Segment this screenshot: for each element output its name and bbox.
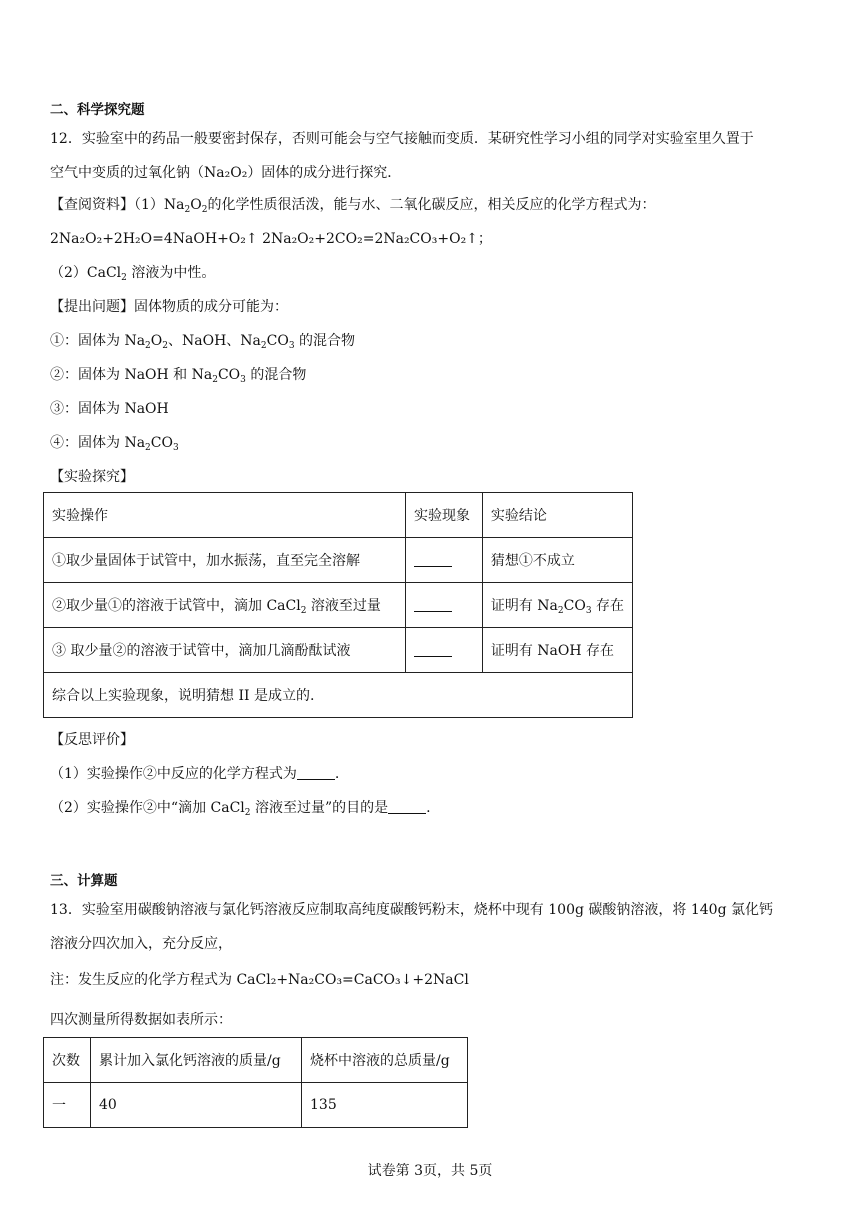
reflect1-end: . [334, 766, 340, 782]
reflect2-a: （2）实验操作②中“滴加 CaCl [50, 800, 245, 816]
data-intro: 四次测量所得数据如表所示： [50, 1012, 232, 1028]
table-cell: 40 [91, 1083, 302, 1128]
q12-line2a: 空气中变质的过氧化钠（Na [50, 165, 225, 181]
r2-op-a: ②取少量①的溶液于试管中，滴加 CaCl [52, 598, 301, 614]
table-cell: 证明有 NaOH 存在 [482, 628, 632, 673]
table-cell: ①取少量固体于试管中，加水振荡，直至完全溶解 [44, 538, 406, 583]
question-13-intro [50, 893, 810, 961]
q12-line2b: ）固体的成分进行探究． [247, 165, 402, 181]
equation-line: 2Na₂O₂+2H₂O=4NaOH+O₂↑ 2Na₂O₂+2CO₂=2Na₂CO₃+O₂↑； [50, 231, 492, 247]
answer-blank[interactable] [414, 552, 452, 567]
header-cell: 实验结论 [482, 493, 632, 538]
table-cell [406, 583, 483, 628]
reflect-2: （2）实验操作②中“滴加 CaCl$_2$ 溶液至过量”的目的是 . [50, 800, 431, 818]
answer-blank[interactable] [414, 642, 452, 657]
table-cell: 一 [44, 1083, 91, 1128]
hyp1-a: ①：固体为 Na [50, 333, 146, 349]
hypothesis-2: ②：固体为 NaOH 和 $Na_2CO_3$ 的混合物 [50, 367, 307, 385]
r2-con-b: 存在 [596, 598, 624, 614]
question-12-intro: 12．实验室中的药品一般要密封保存，否则可能会与空气接触而变质．某研究性学习小组的同学对实验室里久置于 空气中变质的过氧化钠（Na₂O₂）固体的成分进行探究． [50, 131, 754, 181]
lookup-b: 的化学性质很活泼，能与水、二氧化碳反应，相关反应的化学方程式为： [207, 197, 656, 213]
q12-line1: 12．实验室中的药品一般要密封保存，否则可能会与空气接触而变质．某研究性学习小组的同学对实验室里久置于 [50, 131, 754, 147]
q13-line2: 溶液分四次加入，充分反应， [50, 936, 232, 952]
table-row [44, 583, 633, 628]
table-row [44, 673, 633, 718]
table-cell [406, 628, 483, 673]
header-cell: 累计加入氯化钙溶液的质量/g [91, 1038, 302, 1083]
section-heading-calculation: 三、计算题 [50, 873, 118, 889]
reaction-note [50, 970, 469, 990]
note-prefix: 注：发生反应的化学方程式为 [50, 972, 237, 988]
explore-heading: 【实验探究】 [50, 469, 134, 485]
answer-blank[interactable] [388, 799, 426, 814]
table-cell: ②取少量①的溶液于试管中，滴加 CaCl$_2$ 溶液至过量 [44, 583, 406, 628]
hyp1-c: 的混合物 [299, 333, 356, 349]
hypothesis-1: ①：固体为 $Na_2O_2$、NaOH、$Na_2CO_3$ 的混合物 [50, 333, 356, 351]
experiment-table [43, 492, 633, 718]
reflect-1 [50, 764, 339, 784]
table-cell: 猜想①不成立 [482, 538, 632, 583]
measurement-table [43, 1037, 468, 1128]
table-row [44, 538, 633, 583]
answer-blank[interactable] [297, 765, 335, 780]
hyp2-b: 的混合物 [250, 367, 307, 383]
header-cell: 次数 [44, 1038, 91, 1083]
lookup-a: 【查阅资料】（1）Na [50, 197, 185, 213]
table-row [44, 628, 633, 673]
table-row [44, 493, 633, 538]
reflect1-text: （1）实验操作②中反应的化学方程式为 [50, 766, 297, 782]
header-cell: 烧杯中溶液的总质量/g [302, 1038, 468, 1083]
r2-con-a: 证明有 Na [490, 598, 558, 614]
hyp4-a: ④：固体为 Na [50, 435, 146, 451]
cacl2-b: 溶液为中性。 [131, 265, 216, 281]
lookup-line: 【查阅资料】$(1)Na_2O_2$的化学性质很活泼，能与水、二氧化碳反应，相关反应的化学方程式为： [50, 197, 656, 215]
hypothesis-3: ③：固体为 NaOH [50, 401, 169, 417]
reflect2-end: . [426, 800, 431, 816]
section-heading-inquiry: 二、科学探究题 [50, 102, 145, 118]
hyp1-b: 、NaOH、Na [168, 333, 261, 349]
answer-blank[interactable] [414, 597, 452, 612]
page-footer: 试卷第 3页，共 5页 [367, 1163, 493, 1179]
cacl2-a: （2）CaCl [50, 265, 122, 281]
header-cell: 实验现象 [406, 493, 483, 538]
reflect2-b: 溶液至过量”的目的是 [254, 800, 389, 816]
reflect-heading: 【反思评价】 [50, 732, 134, 748]
table-row [44, 1038, 468, 1083]
table-cell: ③ 取少量②的溶液于试管中，滴加几滴酚酞试液 [44, 628, 406, 673]
table-cell: 证明有 $Na_2CO_3$ 存在 [482, 583, 632, 628]
r2-op-b: 溶液至过量 [310, 598, 381, 614]
table-row [44, 1083, 468, 1128]
table-cell [406, 538, 483, 583]
hyp2-a: ②：固体为 NaOH 和 Na [50, 367, 213, 383]
cacl2-line: （2）CaCl$_2$ 溶液为中性。 [50, 265, 216, 283]
hypothesis-4: ④：固体为 $Na_2CO_3$ [50, 435, 179, 453]
note-equation: CaCl₂+Na₂CO₃=CaCO₃↓+2NaCl [236, 972, 469, 988]
header-cell: 实验操作 [44, 493, 406, 538]
q13-line1: 13．实验室用碳酸钠溶液与氯化钙溶液反应制取高纯度碳酸钙粉末，烧杯中现有 100g 碳酸钠溶液，将 140g 氯化钙 [50, 902, 773, 918]
table-cell: 135 [302, 1083, 468, 1128]
question-line: 【提出问题】固体物质的成分可能为： [50, 299, 288, 315]
summary-cell: 综合以上实验现象，说明猜想 II 是成立的. [44, 673, 633, 718]
